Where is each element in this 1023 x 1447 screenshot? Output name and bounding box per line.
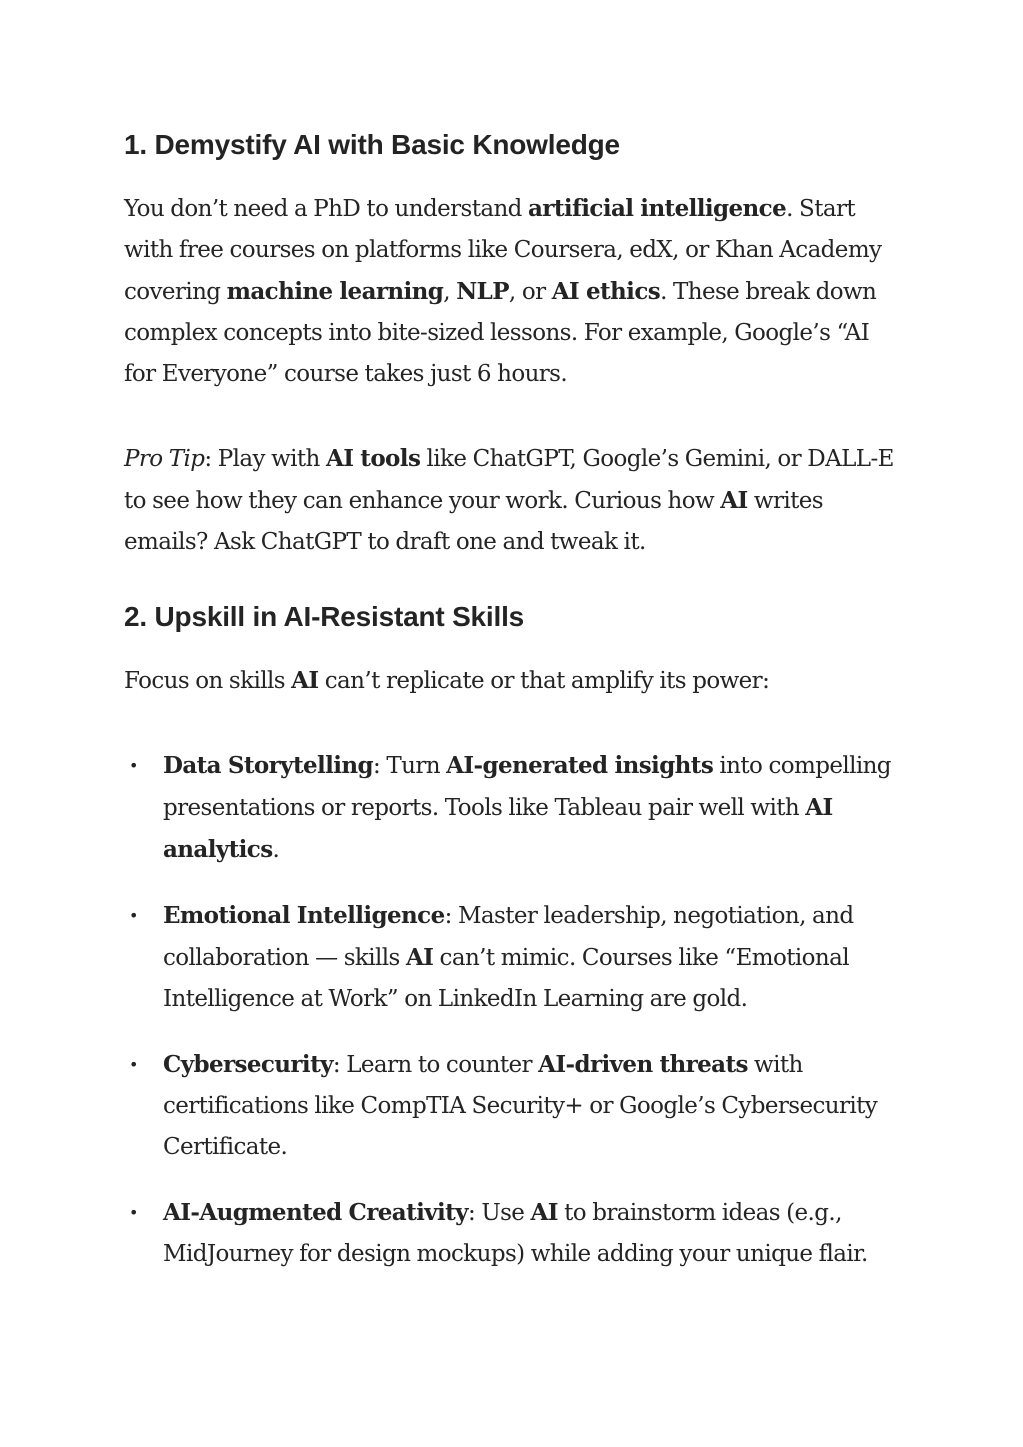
text-run: : Learn to counter <box>332 1052 539 1078</box>
bold-term: AI-generated insights <box>446 752 714 779</box>
text-run: into compelling presentations or reports. Tools like Tableau pair well with <box>163 753 891 821</box>
bullet-icon: • <box>129 1055 138 1074</box>
text-run: Focus on skills <box>124 668 292 694</box>
skills-list <box>124 745 904 1299</box>
list-item <box>124 745 904 871</box>
bold-term: machine learning <box>226 278 444 305</box>
bold-term: artificial intelligence <box>528 195 787 222</box>
list-item <box>124 1044 904 1168</box>
bold-term: AI <box>405 944 434 971</box>
bold-term: AI <box>291 667 319 694</box>
text-run: : Turn <box>373 753 447 779</box>
text-run: can’t replicate or that amplify its power: <box>318 668 770 694</box>
bullet-icon: • <box>129 756 138 775</box>
text-run: : Master leadership, negotiation, and collaboration — skills <box>163 903 854 971</box>
text-run: : Use <box>467 1200 531 1226</box>
bold-term: AI tools <box>325 445 421 472</box>
bullet-icon: • <box>129 1203 138 1222</box>
skill-title: AI-Augmented Creativity <box>163 1199 468 1226</box>
text-run: like ChatGPT, Google’s Gemini, or DALL-E to see how they can enhance your work. Curious how <box>124 446 894 514</box>
pro-tip-paragraph <box>124 438 904 563</box>
text-run: writes emails? Ask ChatGPT to draft one and tweak it. <box>124 488 824 555</box>
bold-term: AI-driven threats <box>538 1051 748 1078</box>
text-run: You don’t need a PhD to understand <box>124 196 528 222</box>
bold-term: AI ethics <box>551 278 661 305</box>
text-run: . <box>272 837 280 863</box>
section-heading-demystify: 1. Demystify AI with Basic Knowledge <box>124 129 620 160</box>
text-run: to brainstorm ideas (e.g., MidJourney for design mockups) while adding your unique flair. <box>163 1200 868 1267</box>
text-run: : Play with <box>204 446 326 472</box>
intro-paragraph <box>124 188 904 395</box>
bold-term: AI <box>720 487 748 514</box>
pro-tip-label: Pro Tip <box>124 446 205 472</box>
bold-term: AI <box>530 1199 558 1226</box>
text-run: can’t mimic. Courses like “Emotional Intelligence at Work” on LinkedIn Learning are gold. <box>163 945 849 1012</box>
list-item <box>124 895 904 1020</box>
text-run: , or <box>508 279 552 305</box>
bullet-icon: • <box>129 906 138 925</box>
skill-title: Data Storytelling <box>163 752 374 779</box>
text-run: , <box>443 279 457 305</box>
bold-term: AI analytics <box>163 794 833 863</box>
focus-paragraph <box>124 660 769 702</box>
skill-title: Emotional Intelligence <box>163 902 445 929</box>
text-run: with certifications like CompTIA Security+ or Google’s Cybersecurity Certificate. <box>163 1052 878 1160</box>
text-run: . Start with free courses on platforms like Coursera, edX, or Khan Academy covering <box>124 196 882 305</box>
list-item <box>124 1192 904 1275</box>
section-heading-upskill: 2. Upskill in AI-Resistant Skills <box>124 601 525 632</box>
text-run: . These break down complex concepts into bite-sized lessons. For example, Google’s “AI for Everyone” course takes just 6 hours. <box>124 279 877 387</box>
bold-term: NLP <box>456 278 509 305</box>
skill-title: Cybersecurity <box>163 1051 333 1078</box>
